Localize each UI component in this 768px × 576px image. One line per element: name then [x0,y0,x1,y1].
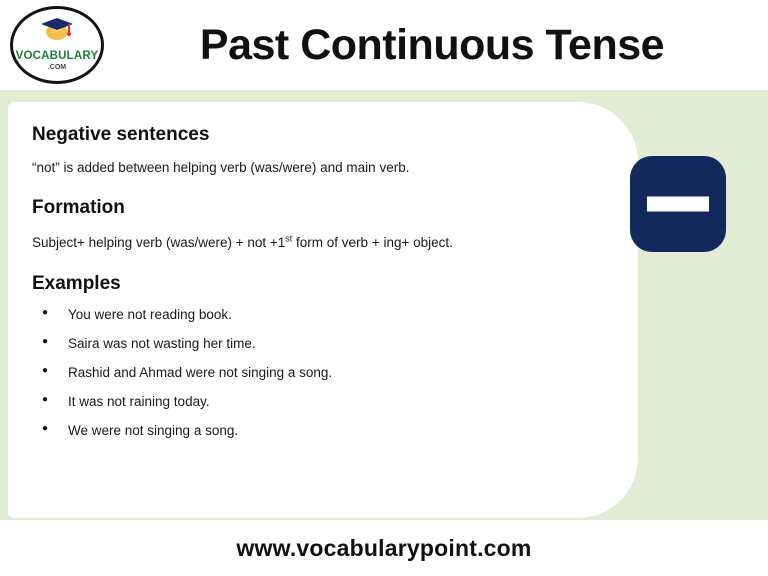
list-item: ● Rashid and Ahmad were not singing a song. [38,365,592,394]
list-item: ● It was not raining today. [38,394,592,423]
examples-heading: Examples [32,272,121,294]
list-item: ● We were not singing a song. [38,423,592,452]
formation-heading: Formation [32,196,125,218]
formation-ordinal-suffix: st [285,233,293,244]
list-item: ● You were not reading book. [38,307,592,336]
website-url: www.vocabularypoint.com [236,534,532,561]
negative-sentences-text: “not” is added between helping verb (was/were) and main verb. [32,160,410,175]
formation-text-before: Subject+ helping verb (was/were) + not +1 [32,234,286,250]
logo-wordmark: VOCABULARY [15,49,99,62]
list-item: ● Saira was not wasting her time. [38,336,592,365]
formation-text-after: form of verb + ing+ object. [292,234,453,250]
logo-subtext: .COM [47,64,67,71]
negative-sentences-heading: Negative sentences [32,124,210,145]
footer-bar [0,520,768,576]
page-title: Past Continuous Tense [199,20,665,69]
logo [0,0,112,90]
graduation-cap-icon [35,15,79,41]
logo-circle [10,6,104,84]
header-bar [0,0,768,90]
minus-sign-icon [630,156,726,252]
examples-list [38,307,592,453]
minus-bar [647,197,709,212]
formation-text [32,231,592,255]
content-card [8,102,638,518]
